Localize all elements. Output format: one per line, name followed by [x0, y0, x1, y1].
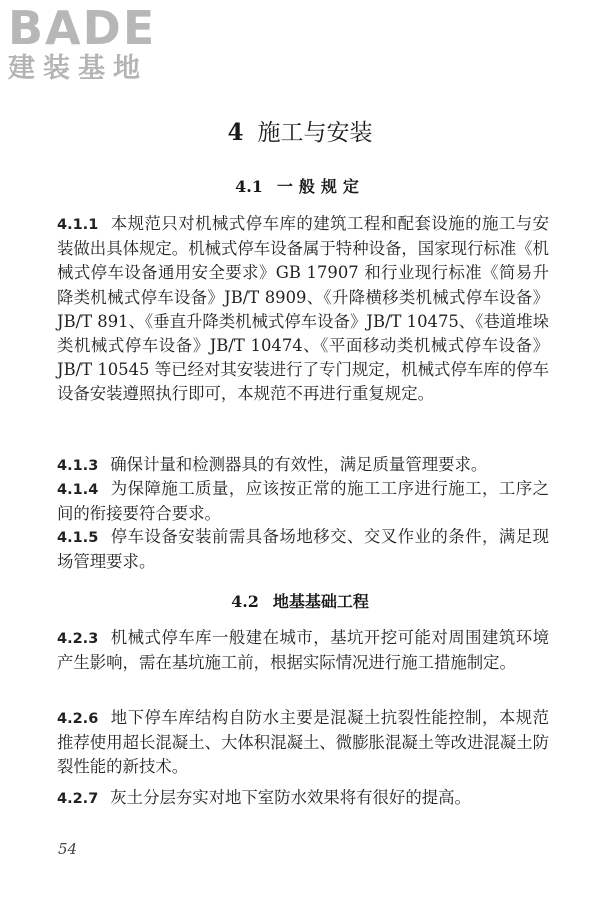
clause-4-1-1	[57, 212, 549, 407]
clause-number: 4.1.5	[57, 530, 99, 546]
section-name: 地基基础工程	[272, 592, 369, 611]
clause-4-1-4	[57, 477, 549, 526]
clause-text: 本规范只对机械式停车库的建筑工程和配套设施的施工与安装做出具体规定。机械式停车设备属于特种设备，国家现行标准《机械式停车设备通用安全要求》GB 17907 和行业现行标准《简易升降类机械式停车设备》JB/T 8909、《升降横移类机械式停车设备》JB/T 891、《垂直升降类机械式停车设备》JB/T 10475、《巷道堆垛类机械式停车设备》JB/T 10474、《平面移动类机械式停车设备》JB/T 10545 等已经对其安装进行了专门规定，机械式停车库的停车设备安装遵照执行即可，本规范不再进行重复规定。	[57, 214, 549, 404]
clause-4-2-6	[57, 706, 549, 780]
clause-number: 4.2.3	[57, 631, 99, 647]
clause-4-1-3	[57, 453, 549, 478]
clause-text: 确保计量和检测器具的有效性，满足质量管理要求。	[110, 455, 488, 474]
clause-number: 4.2.6	[57, 711, 99, 727]
chapter-name: 施工与安装	[257, 120, 373, 146]
section-heading-4-2	[0, 591, 600, 613]
logo-subtitle: 建装基地	[8, 53, 148, 84]
clause-text: 停车设备安装前需具备场地移交、交叉作业的条件，满足现场管理要求。	[57, 527, 549, 572]
clause-text: 为保障施工质量，应该按正常的施工工序进行施工，工序之间的衔接要符合要求。	[57, 479, 549, 524]
clause-text: 地下停车库结构自防水主要是混凝土抗裂性能控制，本规范推荐使用超长混凝土、大体积混凝土、微膨胀混凝土等改进混凝土防裂性能的新技术。	[57, 708, 549, 777]
section-heading-4-1	[0, 176, 600, 198]
section-number: 4.1	[235, 177, 263, 196]
clause-number: 4.1.1	[57, 217, 99, 233]
chapter-title	[0, 118, 600, 148]
page-number: 54	[58, 840, 78, 858]
clause-number: 4.1.4	[57, 482, 99, 498]
clause-number: 4.2.7	[57, 791, 99, 807]
clause-4-1-5	[57, 525, 549, 574]
bade-logo	[8, 1, 176, 86]
clause-4-2-7	[57, 786, 549, 811]
chapter-number: 4	[227, 119, 244, 146]
section-name: 一般规定	[276, 177, 365, 196]
clause-number: 4.1.3	[57, 458, 99, 474]
logo-wordmark: BADE	[8, 1, 157, 55]
section-number: 4.2	[231, 592, 259, 611]
clause-text: 灰土分层夯实对地下室防水效果将有很好的提高。	[110, 788, 471, 807]
clause-4-2-3	[57, 626, 549, 675]
clause-text: 机械式停车库一般建在城市，基坑开挖可能对周围建筑环境产生影响，需在基坑施工前，根据实际情况进行施工措施制定。	[57, 628, 549, 673]
